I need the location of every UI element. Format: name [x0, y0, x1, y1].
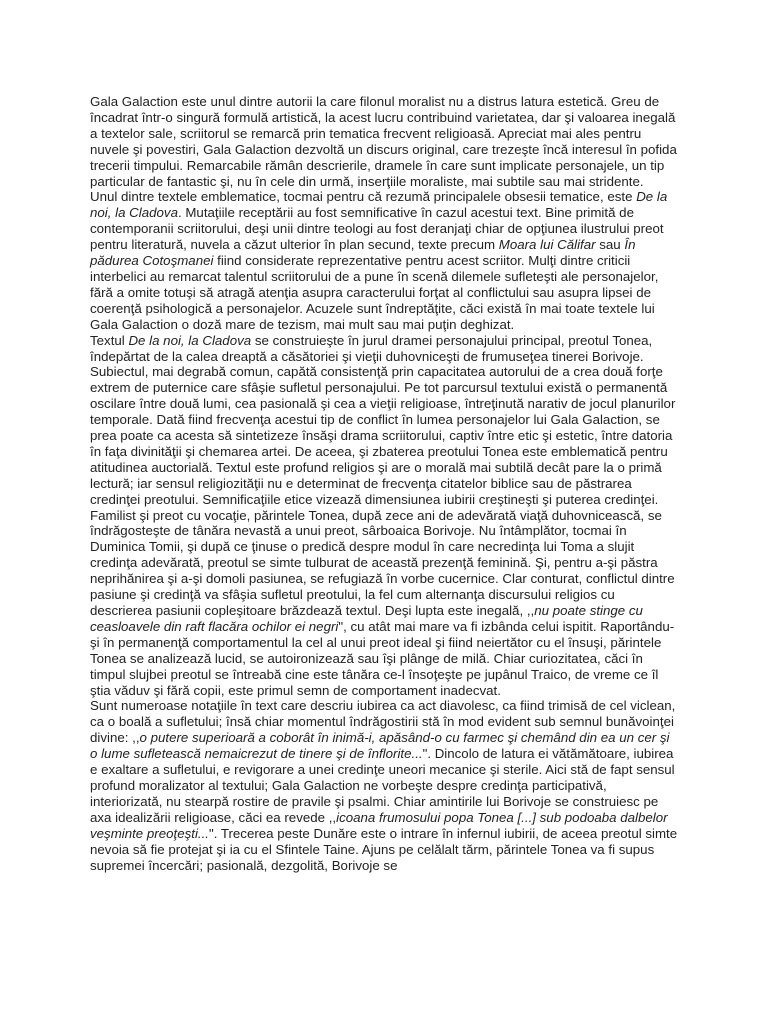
paragraph-text: ". Dincolo de latura ei vătămătoare, iubirea e exaltare a sufletului, e revigorare a unei credinţe uneori mecanice şi sterile. Aici stă de fapt sensul profund moralizator al textului; Gala Galaction ne vorbeşte despre credinţa participativă, interiorizată, nu stearpă rostire de pravile şi psalmi. Chiar amintirile lui Borivoje se construiesc pe axa idealizării religioase, căci ea revede ,,: [90, 746, 675, 825]
paragraph-text: . Mutaţiile receptării au fost semnificative în cazul acestui text. Bine primită de contemporanii scriitorului, deşi unii dintre teologi au fost deranjaţi chiar de opţiunea ilustrului preot pentru literatură, nuvela a căzut ulterior în plan secund, texte precum: [90, 205, 664, 253]
paragraph-1: [90, 94, 680, 189]
title-italic: În pădurea Cotoşmanei: [90, 237, 636, 269]
paragraph-2: [90, 189, 680, 332]
quote-italic: icoana frumosului popa Tonea [...] sub podoaba dalbelor veşminte preoţeşti...: [90, 809, 668, 841]
paragraph-text: Sunt numeroase notaţiile în text care descriu iubirea ca act diavolesc, ca fiind trimisă de cel viclean, ca o boală a sufletului; însă chiar momentul îndrăgostirii stă în mod evident sub semnul bunăvoinţei divine: ,,: [90, 698, 676, 746]
paragraph-text: Familist şi preot cu vocaţie, părintele Tonea, după zece ani de adevărată viaţă duhovnicească, se îndrăgosteşte de tânăra nevastă a unui preot, sârboaica Borivoje. Nu întâmplător, tocmai în Duminica Tomii, şi după ce ţinuse o predică despre modul în care necredinţa lui Toma a slujit credinţa adevărată, preotul se simte tulburat de această prezenţă feminină. Şi, pentru a-şi păstra neprihănirea şi a-şi domoli pasiunea, se refugiază în vorbe cucernice. Clar conturat, conflictul dintre pasiune şi credinţă va sfâşia sufletul preotului, la fel cum alternanţa discursului religios cu descrierea pasiunii copleşitoare brăzdează textul. Deşi lupta este inegală, ,,: [90, 507, 675, 618]
paragraph-text: ", cu atât mai mare va fi izbânda celui ispitit. Raportându-şi în permanenţă comportamentul la cel al unui preot ideal şi fiind neiertător cu el însuşi, părintele Tonea se analizează lucid, se autoironizează sau îşi plânge de milă. Chiar curiozitatea, căci în timpul slujbei preotul se întreabă cine este tânăra ce-l însoţeşte pe jupânul Traico, de vreme ce îl ştia văduv şi fără copii, este primul semn de comportament inadecvat.: [90, 618, 675, 698]
quote-italic: nu poate stinge cu ceasloavele din raft flacăra ochilor ei negri: [90, 603, 643, 634]
document-page: [90, 94, 680, 873]
paragraph-text: sau: [595, 237, 625, 253]
quote-italic: o putere superioară a coborât în inimă-i, apăsând-o cu farmec şi chemând din ea un cer şi o lume sufletească nemaicrezut de tinere şi de înflorite...: [90, 730, 670, 762]
title-italic: De la noi, la Cladova: [90, 189, 668, 221]
paragraph-text: se construieşte în jurul dramei personajului principal, preotul Tonea, îndepărtat de la calea dreaptă a căsătoriei şi vieţii duhovniceşti de frumuseţea tinerei Borivoje. Subiectul, mai degrabă comun, capătă consistenţă prin capacitatea autorului de a crea două forţe extrem de puternice care sfâşie sufletul personajului. Pe tot parcursul textului există o permanentă oscilare între două lumi, cea pasională şi cea a vieţii religioase, întreţinută narativ de jocul planurilor temporale. Dată fiind frecvenţa acestui tip de conflict în lumea personajelor lui Gala Galaction, se prea poate ca acesta să sintetizeze însăşi drama scriitorului, captiv între etic şi estetic, între datoria în faţa divinităţii şi chemarea artei. De aceea, şi zbaterea preotului Tonea este emblematică pentru atitudinea auctorială. Textul este profund religios şi are o morală mai subtilă decât pare la o primă lectură; iar sensul religiozităţii nu e determinat de frecvenţa citatelor biblice sau de păstrarea credinţei preotului. Semnificaţiile etice vizează dimensiunea iubirii creştineşti şi puterea credinţei.: [90, 332, 676, 507]
paragraph-text: Gala Galaction este unul dintre autorii la care filonul moralist nu a distrus latura estetică. Greu de încadrat într-o singură formulă artistică, la acest lucru contribuind varietatea, dar şi valoarea inegală a textelor sale, scriitorul se remarcă prin tematica frecvent religioasă. Apreciat mai ales pentru nuvele şi povestiri, Gala Galaction dezvoltă un discurs original, care trezeşte încă interesul în pofida trecerii timpului. Remarcabile rămân descrierile, dramele în care sunt implicate personajele, un tip particular de fantastic şi, nu în cele din urmă, inserţiile moraliste, mai subtile sau mai stridente.: [90, 94, 677, 189]
paragraph-text: ". Trecerea peste Dunăre este o intrare în infernul iubirii, de aceea preotul simte nevoia să fie protejat şi ia cu el Sfintele Taine. Ajuns pe celălalt tărm, părintele Tonea va fi supus supremei încercări; pasională, dezgolită, Borivoje se: [90, 825, 678, 873]
paragraph-text: Textul: [90, 332, 129, 348]
paragraph-text: Unul dintre textele emblematice, tocmai pentru că rezumă principalele obsesii tematice, este: [90, 189, 637, 205]
paragraph-5: [90, 698, 680, 873]
title-italic: De la noi, la Cladova: [128, 332, 252, 348]
title-italic: Moara lui Călifar: [498, 237, 596, 253]
paragraph-4: [90, 508, 680, 699]
paragraph-text: fiind considerate reprezentative pentru acest scriitor. Mulţi dintre criticii interbelici au remarcat talentul scriitorului de a pune în scenă dilemele sufleteşti ale personajelor, fără a omite totuşi să atragă atenţia asupra caracterului forţat al conflictului sau asupra lipsei de coerenţă psihologică a personajelor. Acuzele sunt îndreptăţite, căci există în mai toate textele lui Gala Galaction o doză mare de tezism, mai mult sau mai puţin deghizat.: [90, 253, 659, 332]
paragraph-3: [90, 333, 680, 508]
